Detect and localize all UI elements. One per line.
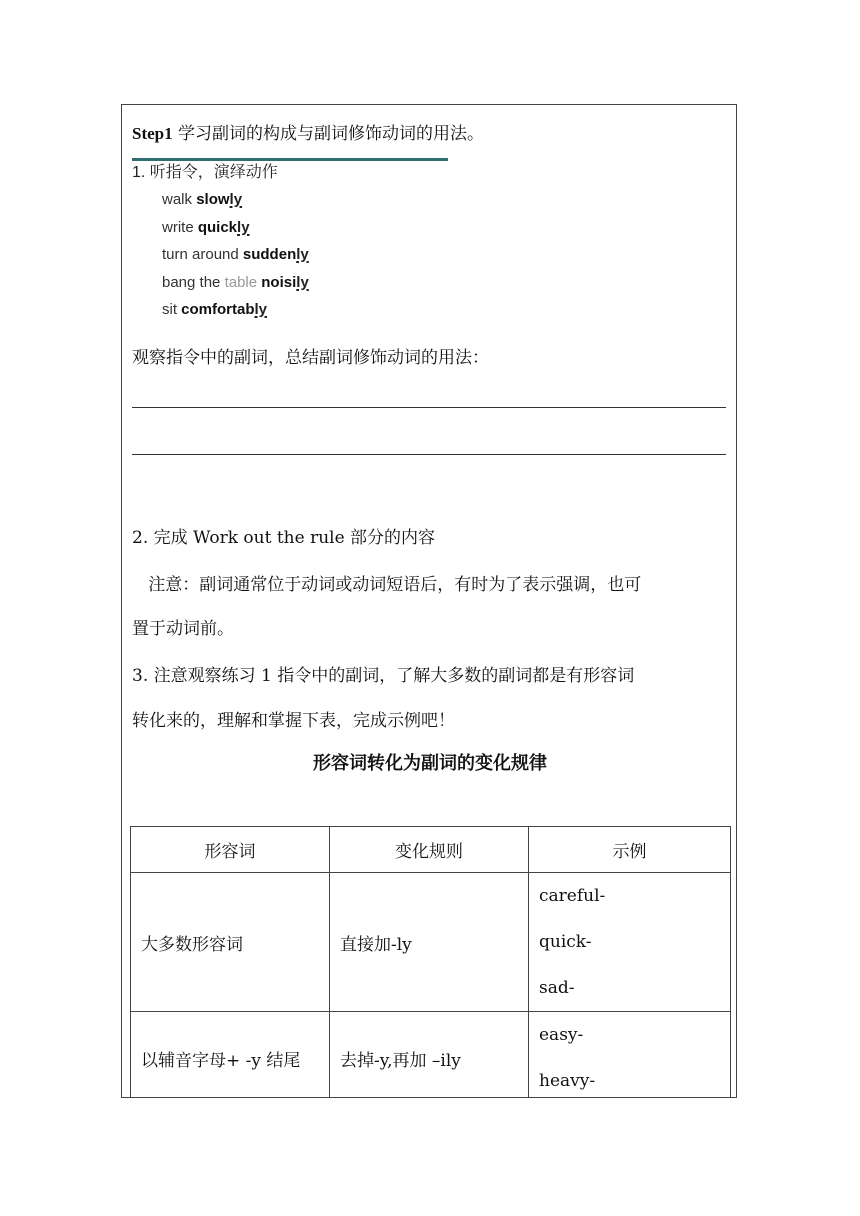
command-segment: slow	[196, 191, 230, 208]
command-segment: ly	[254, 301, 268, 318]
cell-examples[interactable]	[529, 1012, 731, 1099]
item3-line2: 转化来的，理解和掌握下表，完成示例吧！	[132, 711, 455, 731]
step-title	[132, 119, 484, 144]
command-segment: bang the	[162, 274, 225, 291]
answer-line-1[interactable]	[132, 407, 726, 408]
command-segment: ly	[296, 274, 309, 291]
step-description: 学习副词的构成与副词修饰动词的用法。	[178, 124, 485, 144]
command-line	[162, 301, 267, 318]
example-item[interactable]: easy-	[539, 1025, 584, 1045]
observe-prompt: 观察指令中的副词，总结副词修饰动词的用法：	[132, 348, 489, 368]
table-header-row	[131, 827, 731, 873]
command-segment: walk	[162, 191, 197, 208]
worksheet-frame	[121, 104, 737, 1098]
command-segment: sudden	[242, 246, 297, 263]
cell-examples[interactable]	[529, 873, 731, 1012]
command-segment: write	[162, 219, 198, 236]
header-rule: 变化规则	[330, 827, 529, 873]
command-segment: turn around	[162, 246, 243, 263]
example-item[interactable]: quick-	[539, 932, 592, 952]
example-item[interactable]: heavy-	[539, 1071, 596, 1091]
conversion-table	[130, 826, 731, 1098]
command-segment: ly	[296, 246, 309, 263]
cell-rule: 直接加-ly	[330, 873, 529, 1012]
command-segment: noisi	[261, 274, 297, 291]
example-item[interactable]: careful-	[539, 886, 606, 906]
cell-adjective: 大多数形容词	[131, 873, 330, 1012]
command-segment: sit	[162, 301, 182, 318]
command-segment: comfortab	[181, 301, 255, 318]
command-line	[162, 274, 309, 291]
command-segment: ly	[237, 219, 250, 236]
command-segment: ly	[229, 191, 243, 208]
header-adjective: 形容词	[131, 827, 330, 873]
command-line	[162, 246, 309, 263]
item3-line1: 3. 注意观察练习 1 指令中的副词，了解大多数的副词都是有形容词	[132, 666, 635, 686]
command-segment: table	[224, 274, 262, 291]
cell-rule: 去掉-y,再加 –ily	[330, 1012, 529, 1099]
table-row	[131, 873, 731, 1012]
command-line	[162, 219, 250, 236]
table-row	[131, 1012, 731, 1099]
exercise1-heading: 1. 听指令，演绎动作	[132, 164, 278, 181]
command-segment: quick	[197, 219, 238, 236]
answer-line-2[interactable]	[132, 454, 726, 455]
table-title: 形容词转化为副词的变化规律	[313, 753, 547, 774]
step-label: Step1	[132, 124, 173, 143]
header-example: 示例	[529, 827, 731, 873]
example-item[interactable]: sad-	[539, 978, 575, 998]
cell-adjective: 以辅音字母+ -y 结尾	[131, 1012, 330, 1099]
command-line	[162, 191, 242, 208]
item2-text: 2. 完成 Work out the rule 部分的内容	[132, 528, 436, 548]
item2-note-line2: 置于动词前。	[132, 619, 234, 639]
item2-note-line1: 注意：副词通常位于动词或动词短语后，有时为了表示强调，也可	[132, 575, 642, 595]
